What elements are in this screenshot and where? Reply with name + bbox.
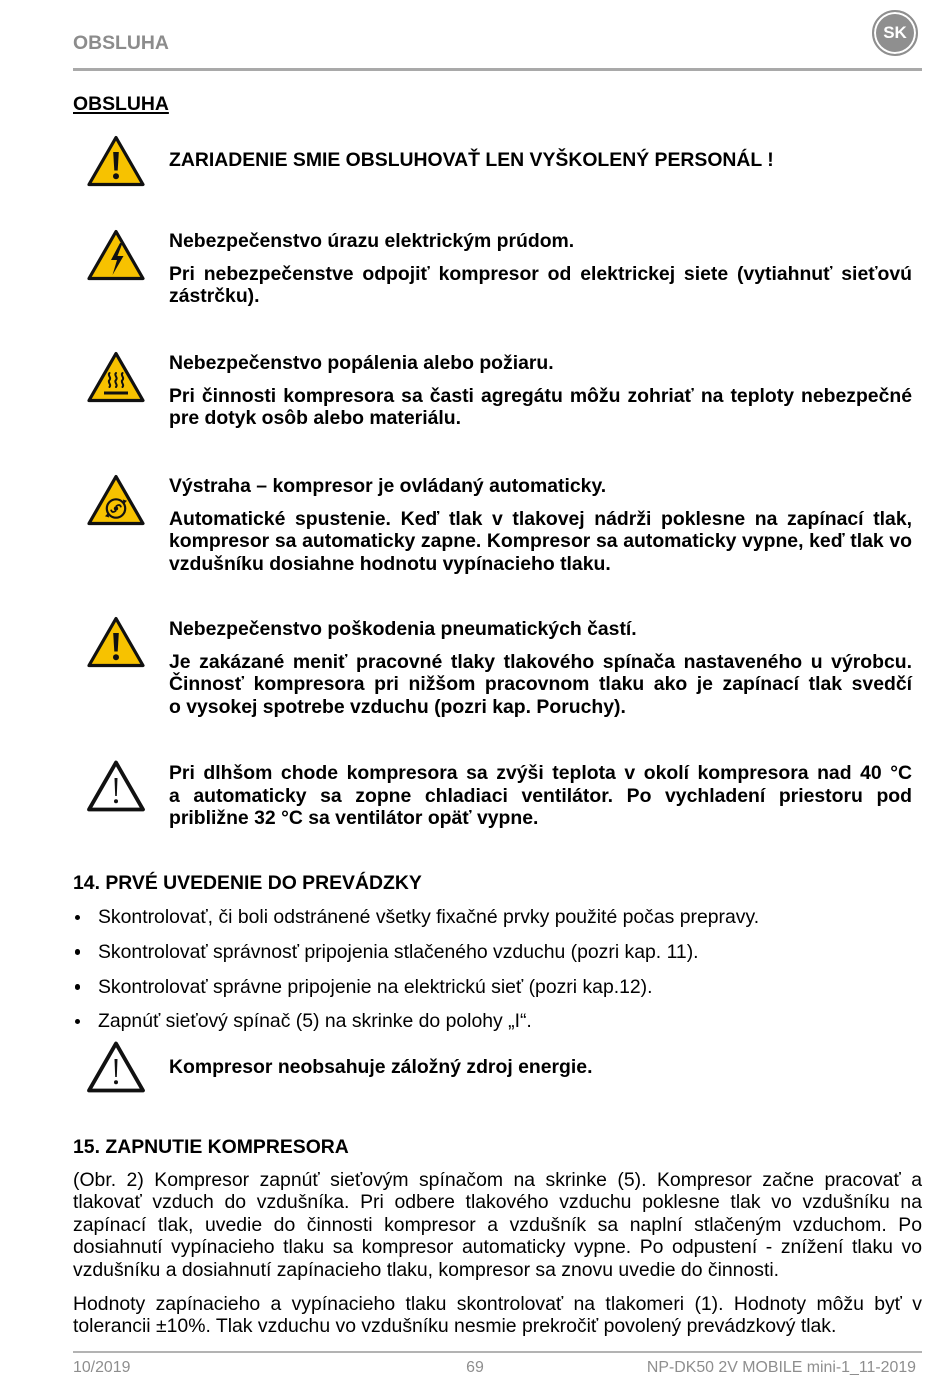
paragraph-line: zapínací tlak, uvedie do činnosti kompresor a vzdušník sa naplní stlačeným vzduchom. Po <box>73 1213 922 1236</box>
warning-text-line: Činnosť kompresora pri nižšom pracovnom tlaku ako je zapínací tlak svedčí <box>169 673 912 695</box>
caution-icon <box>86 759 146 813</box>
bullet-dot <box>75 949 81 955</box>
list-item-text: Skontrolovať správne pripojenie na elektrickú sieť (pozri kap.12). <box>98 975 653 998</box>
paragraph-line: Hodnoty zapínacieho a vypínacieho tlaku skontrolovať na tlakomeri (1). Hodnoty môžu byť v <box>73 1293 922 1315</box>
footer-page-number: 69 <box>466 1359 484 1376</box>
warning-text-line: kompresor sa automaticky zapne. Kompresor sa automaticky vypne, keď tlak vo <box>169 530 912 552</box>
list-item-text: Skontrolovať správnosť pripojenia stlačeného vzduchu (pozri kap. 11). <box>98 940 699 963</box>
list-item <box>73 941 922 964</box>
paragraph-line: vzdušníku a dosiahnutí zapínacieho tlaku, kompresor sa znovu uvedie do činnosti. <box>73 1258 780 1281</box>
bullet-dot <box>75 915 81 921</box>
warning-block <box>169 149 912 172</box>
list-item <box>73 1010 922 1033</box>
electric-shock-warning-icon <box>86 228 146 282</box>
paragraph-line: tlakovať vzduch do vzdušníka. Pri odbere tlakového vzduchu poklesne tlak vo vzdušníku na <box>73 1191 922 1214</box>
warning-title: Nebezpečenstvo úrazu elektrickým prúdom. <box>169 230 575 252</box>
list-item-text: Zapnúť sieťový spínač (5) na skrinke do polohy „I“. <box>98 1010 532 1033</box>
warning-text-line: pre dotyk osôb alebo materiálu. <box>169 407 462 429</box>
general-warning-icon <box>86 134 146 188</box>
warning-text-line: zástrčku). <box>169 285 260 307</box>
caution-icon <box>86 1040 146 1094</box>
warning-text <box>169 762 912 830</box>
header-rule <box>73 68 922 71</box>
warning-text <box>169 385 912 430</box>
warning-block <box>169 475 912 575</box>
footer-document-id: NP-DK50 2V MOBILE mini-1_11-2019 <box>646 1359 916 1376</box>
warning-text-line: Pri dlhšom chode kompresora sa zvýši teplota v okolí kompresora nad 40 °C <box>169 762 912 784</box>
warning-text-line: a automaticky sa zopne chladiaci ventilátor. Po vychladení priestoru pod <box>169 784 912 807</box>
warning-block <box>169 230 912 308</box>
footer-date: 10/2019 <box>73 1359 131 1376</box>
warning-block <box>169 618 912 718</box>
warning-text-line: Pri činnosti kompresora sa časti agregátu môžu zohriať na teploty nebezpečné <box>169 384 912 407</box>
paragraph-line: (Obr. 2) Kompresor zapnúť sieťovým spínačom na skrinke (5). Kompresor začne pracovať a <box>73 1169 922 1191</box>
bullet-dot <box>75 1019 81 1025</box>
checklist <box>73 906 922 1045</box>
warning-text-line: Pri nebezpečenstve odpojiť kompresor od elektrickej siete (vytiahnuť sieťovú <box>169 262 912 285</box>
general-warning-icon <box>86 615 146 669</box>
list-item <box>73 976 922 999</box>
warning-title: Výstraha – kompresor je ovládaný automaticky. <box>169 475 607 497</box>
warning-text-line: Je zakázané meniť pracovné tlaky tlakového spínača nastaveného u výrobcu. <box>169 650 912 673</box>
paragraph <box>73 1293 922 1338</box>
warning-block <box>169 762 912 830</box>
warning-text-line: približne 32 °C sa ventilátor opäť vypne. <box>169 807 539 829</box>
warning-text-line: Automatické spustenie. Keď tlak v tlakovej nádrži poklesne na zapínací tlak, <box>169 507 912 530</box>
section-15-title: 15. ZAPNUTIE KOMPRESORA <box>73 1136 349 1158</box>
warning-title: Nebezpečenstvo popálenia alebo požiaru. <box>169 352 554 374</box>
section-14-title: 14. PRVÉ UVEDENIE DO PREVÁDZKY <box>73 872 422 894</box>
paragraph-line: dosiahnutí vypínacieho tlaku sa kompresor automaticky vypne. Po odpustení - znížení tlaku vo <box>73 1236 922 1259</box>
warning-title: ZARIADENIE SMIE OBSLUHOVAŤ LEN VYŠKOLENÝ PERSONÁL ! <box>169 149 774 171</box>
note-text: Kompresor neobsahuje záložný zdroj energie. <box>169 1056 593 1078</box>
list-item-text: Skontrolovať, či boli odstránené všetky fixačné prvky použité počas prepravy. <box>98 906 760 928</box>
header-section-label: OBSLUHA <box>73 32 169 54</box>
warning-text-line: o vysokej spotrebe vzduchu (pozri kap. Poruchy). <box>169 695 626 718</box>
warning-title: Nebezpečenstvo poškodenia pneumatických častí. <box>169 618 637 640</box>
warning-text <box>169 651 912 719</box>
warning-text-line: vzdušníku dosiahne hodnotu vypínacieho tlaku. <box>169 552 611 575</box>
footer-rule <box>73 1351 922 1353</box>
hot-surface-warning-icon <box>86 350 146 404</box>
warning-block <box>169 352 912 430</box>
warning-text <box>169 508 912 576</box>
paragraph <box>73 1169 922 1281</box>
warning-text <box>169 263 912 308</box>
automatic-start-warning-icon <box>86 473 146 527</box>
paragraph-line: tolerancii ±10%. Tlak vzduchu vo vzdušníku nesmie prekročiť povolený prevádzkový tlak. <box>73 1315 837 1338</box>
bullet-dot <box>75 984 81 990</box>
language-badge: SK <box>872 10 918 56</box>
page-heading: OBSLUHA <box>73 93 169 115</box>
list-item <box>73 906 922 929</box>
